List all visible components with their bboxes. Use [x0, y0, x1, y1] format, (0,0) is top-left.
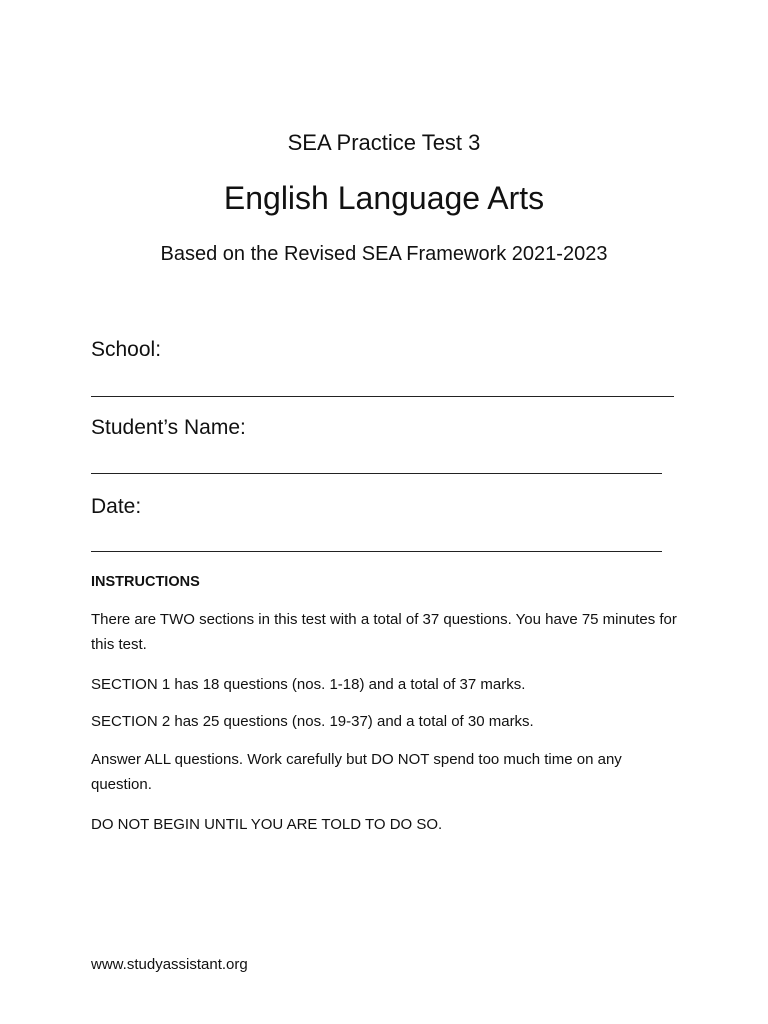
school-label: School: [91, 338, 162, 361]
instructions-paragraph-1: There are TWO sections in this test with a total of 37 questions. You have 75 minutes for this test. [91, 611, 677, 653]
date-label: Date: [91, 495, 142, 518]
instructions-paragraph-2: SECTION 1 has 18 questions (nos. 1-18) and a total of 37 marks. [91, 676, 526, 693]
page-subtitle: Based on the Revised SEA Framework 2021-2023 [160, 243, 608, 265]
page-title: English Language Arts [223, 180, 545, 216]
instructions-paragraph-5: DO NOT BEGIN UNTIL YOU ARE TOLD TO DO SO. [91, 816, 443, 833]
instructions-paragraph-4: Answer ALL questions. Work carefully but DO NOT spend too much time on any question. [91, 751, 622, 793]
student-name-label: Student’s Name: [91, 416, 246, 439]
date-blank-line [91, 551, 662, 552]
school-blank-line [91, 396, 674, 397]
student-name-blank-line [91, 473, 662, 474]
pre-title: SEA Practice Test 3 [287, 130, 481, 155]
instructions-paragraph-3: SECTION 2 has 25 questions (nos. 19-37) and a total of 30 marks. [91, 713, 534, 730]
instructions-heading: INSTRUCTIONS [91, 574, 200, 590]
footer-website-url: www.studyassistant.org [91, 956, 248, 973]
